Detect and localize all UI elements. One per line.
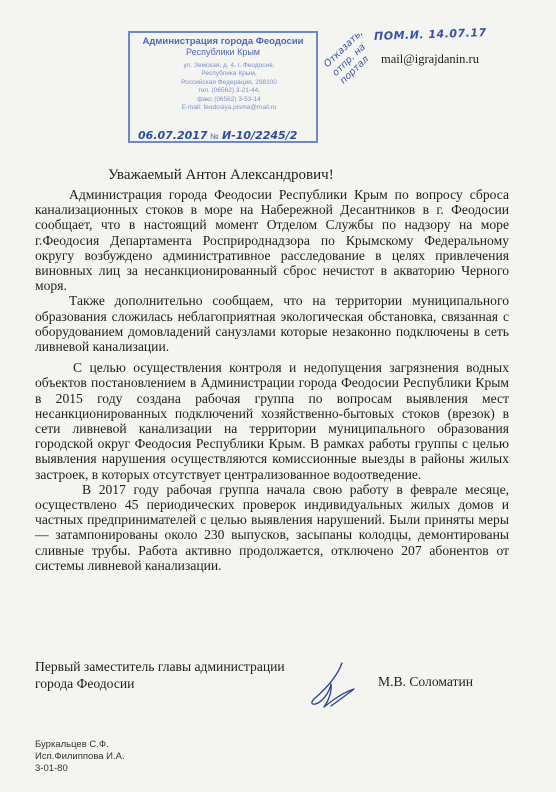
handwritten-signature xyxy=(298,660,368,712)
stamp-address-line: Республика Крым, xyxy=(201,70,257,78)
stamp-address-line: E-mail: feodosiya.pisma@mail.ru xyxy=(181,104,277,112)
stamp-address xyxy=(164,62,294,112)
stamp-date: 06.07.2017 xyxy=(138,129,208,142)
handwritten-code: ПОМ.И. 14.07.17 xyxy=(373,26,487,43)
paragraph: В 2017 году рабочая группа начала свою работу в феврале месяце, осуществлено 45 периодических проверок индивидуальных жилых домов и частных предпринимателей с целью выявления нарушений. Были приняты меры — затампонированы около 230 выпусков, засыпаны колодцы, демонтированы сливные трубы. Работа активно продолжается, отключено 207 абонентов от системы ливневой канализации. xyxy=(35,481,509,573)
handwritten-note: Отказать, отпр. на портал xyxy=(322,27,372,87)
executor-line: 3-01-80 xyxy=(35,763,68,774)
signatory-position-line: Первый заместитель главы администрации xyxy=(35,659,285,674)
paragraph: Администрация города Феодосии Республики Крым по вопросу сброса канализационных стоков в море на Набережной Десантников в г. Феодосии сообщает, что в настоящий момент Отделом Службы по надзору на море г.Феодосия Департамента Росприроднадзора по Крымскому Федеральному округу возбуждено административное расследование в целях привлечения виновных лиц за несанкционированный сброс нечистот в акваторию Черного моря. xyxy=(35,187,509,294)
salutation: Уважаемый Антон Александрович! xyxy=(108,167,334,183)
executor-line: Буркальцев С.Ф. xyxy=(35,739,109,750)
recipient-email: mail@igrajdanin.ru xyxy=(381,52,479,66)
stamp-address-line: ул. Земская, д. 4, г. Феодосия, xyxy=(183,62,275,69)
paragraph: Также дополнительно сообщаем, что на территории муниципального образования сложилась неблагоприятная экологическая обстановка, связанная с оборудованием домовладений санузлами которые незаконно подключены в сеть ливневой канализации. xyxy=(35,293,509,355)
signatory-position xyxy=(35,658,285,692)
stamp-registration xyxy=(134,129,316,143)
stamp-number-label: № xyxy=(210,132,219,141)
executor-line: Исп.Филиппова И.А. xyxy=(35,751,125,762)
organization-stamp xyxy=(128,31,318,143)
stamp-address-line: Российская Федерация, 298100 xyxy=(181,78,277,86)
letter-body xyxy=(35,187,509,573)
signatory-position-line: города Феодосии xyxy=(35,676,135,691)
executors xyxy=(35,739,125,775)
stamp-title: Администрация города Феодосии xyxy=(142,36,304,47)
stamp-address-line: тел. (06562) 3-21-44, xyxy=(197,87,261,95)
stamp-address-line: факс (06562) 3-53-14 xyxy=(197,95,261,103)
signatory-name: М.В. Соломатин xyxy=(378,674,474,689)
stamp-subtitle: Республики Крым xyxy=(186,47,260,57)
stamp-number: И-10/2245/2 xyxy=(222,129,298,142)
paragraph: С целью осуществления контроля и недопущения загрязнения водных объектов постановлением в Администрации города Феодосии Республики Крым в 2015 году создана рабочая группа по вопросам выявления мест несанкционированных подключений хозяйственно-бытовых стоков (врезок) в сети ливневой канализации на территории муниципального образования городской округ Феодосия Республики Крым. В рамках работы группы с целью выявления нарушения осуществляются комиссионные выезды в районы жилых застроек, в которых отсутствует централизованное водоотведение. xyxy=(35,360,509,482)
